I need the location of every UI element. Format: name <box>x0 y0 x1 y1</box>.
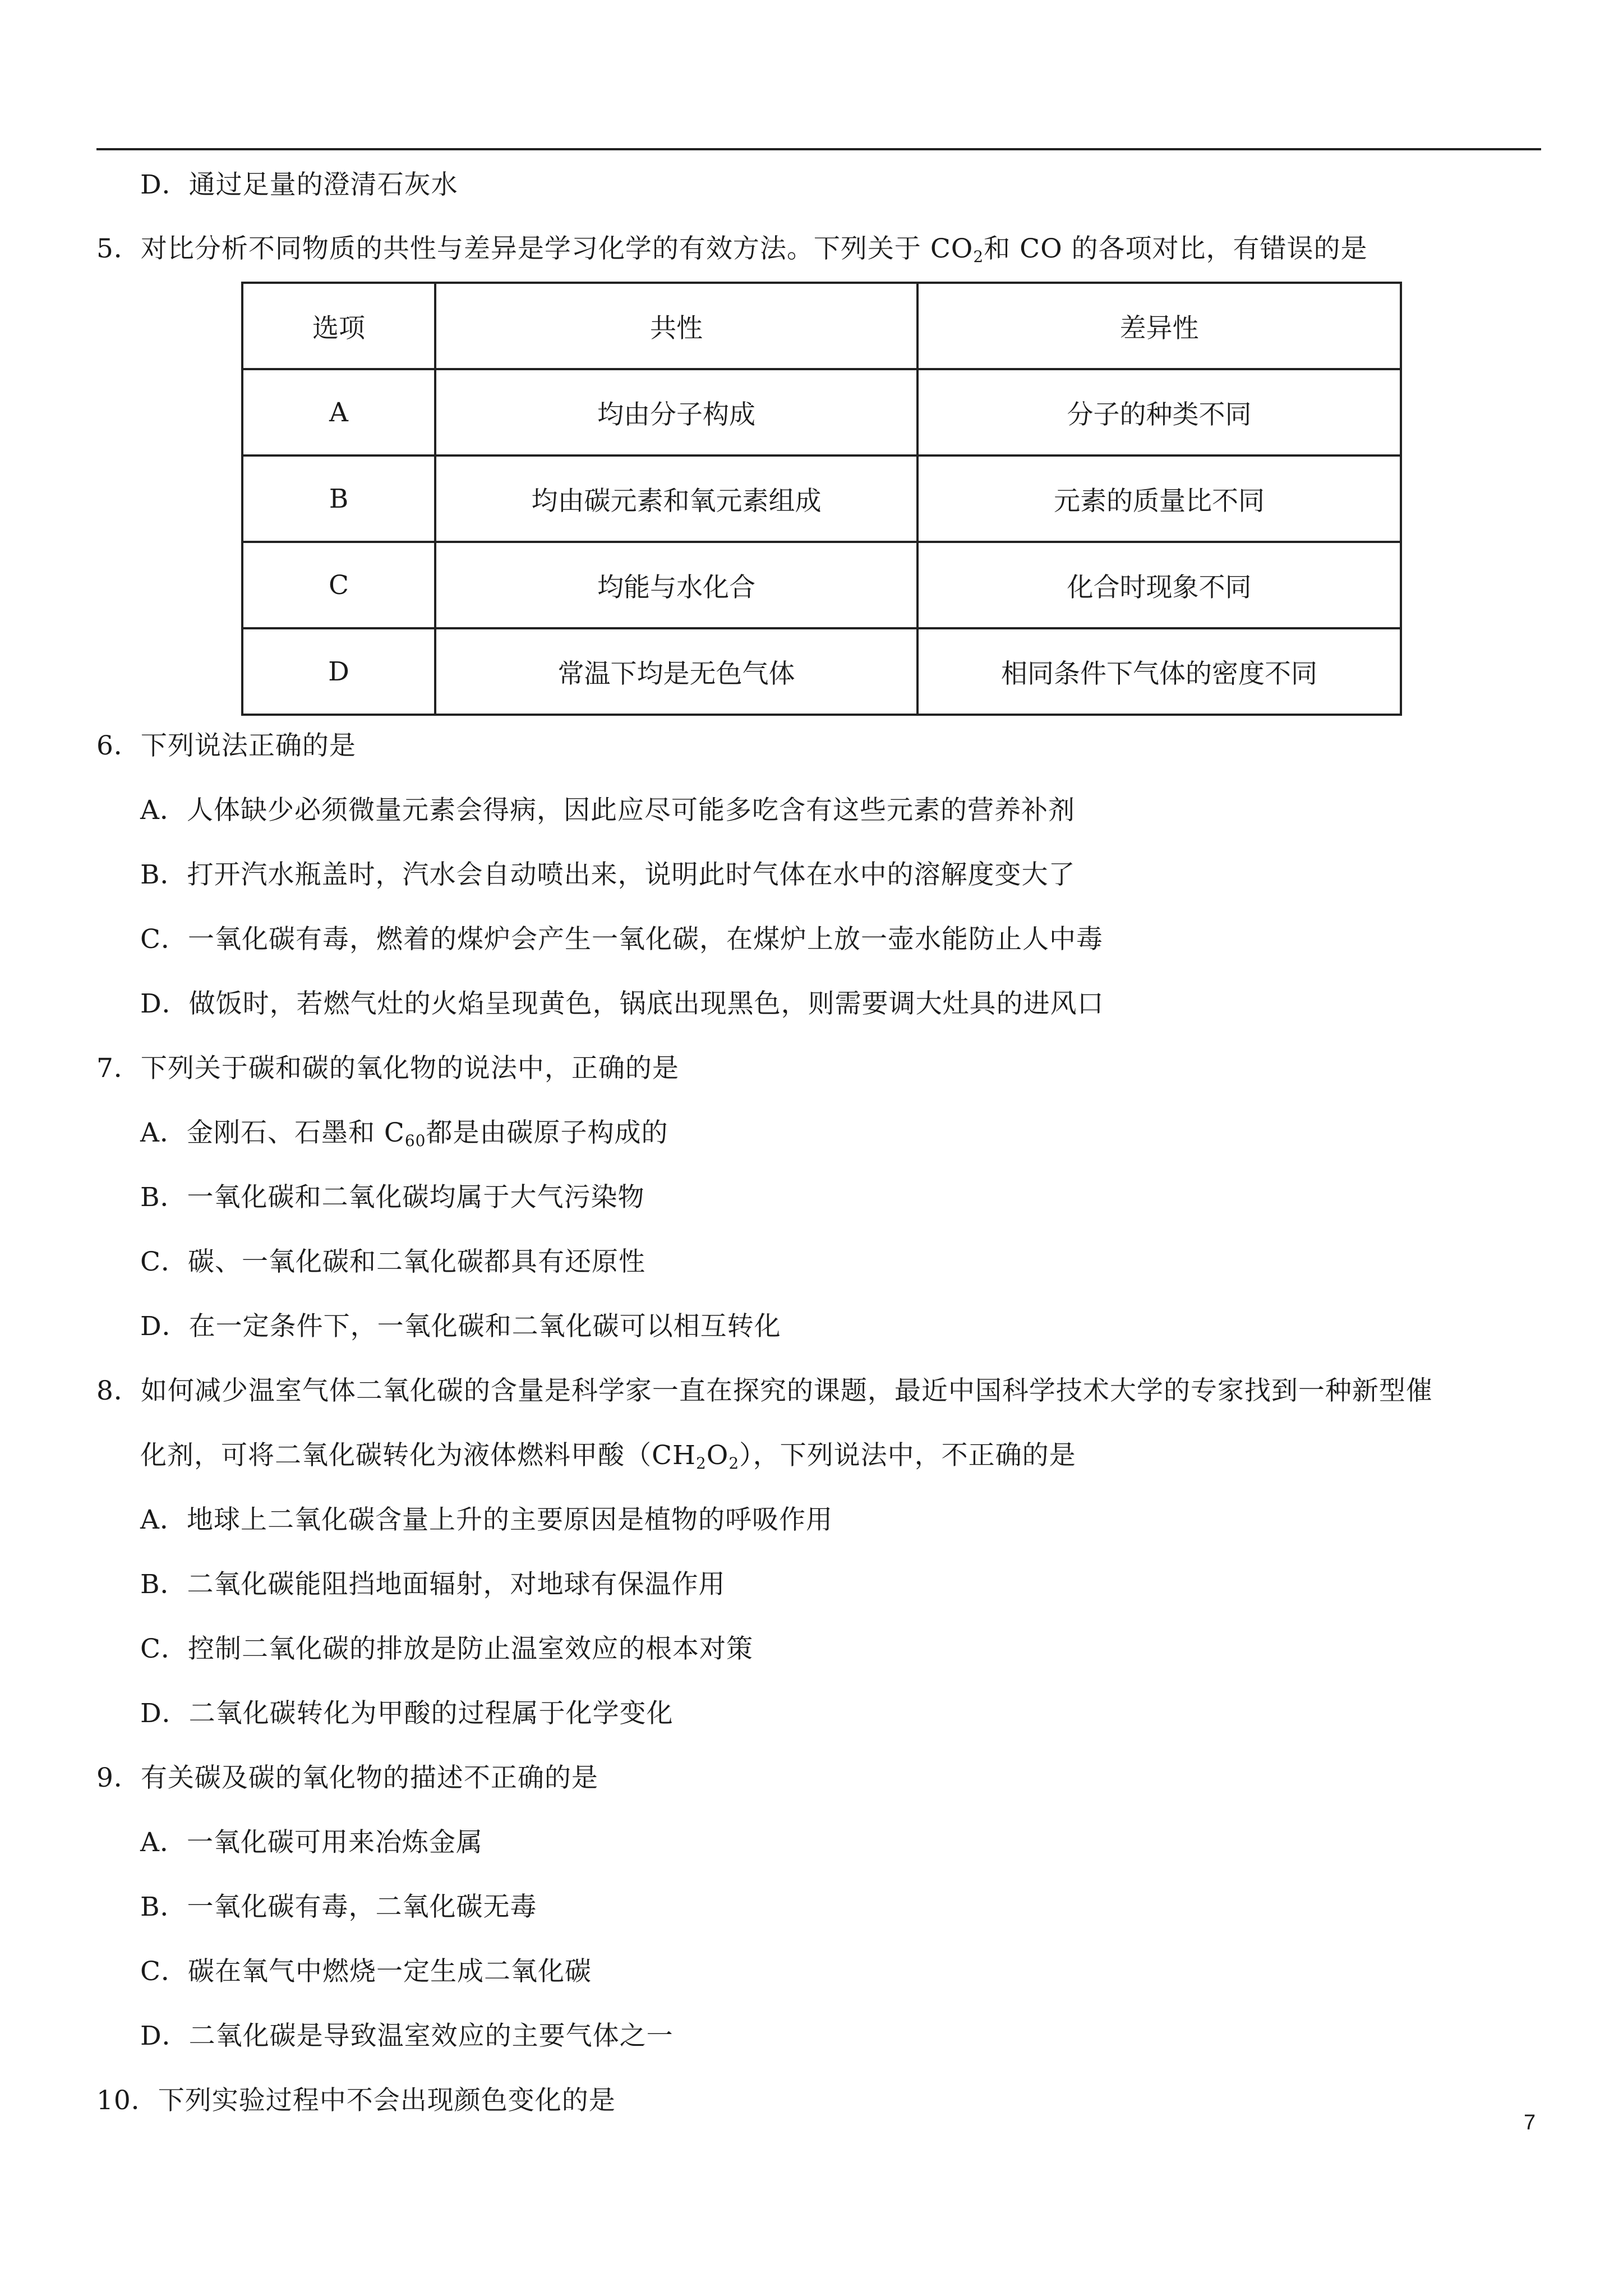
table-row <box>242 628 1401 715</box>
q9-option-d: D．二氧化碳是导致温室效应的主要气体之一 <box>140 2021 674 2051</box>
table-cell: 常温下均是无色气体 <box>435 628 917 715</box>
header-rule <box>96 148 1541 150</box>
q9-option-b: B．一氧化碳有毒，二氧化碳无毒 <box>140 1892 537 1922</box>
table-row <box>242 369 1401 455</box>
table-cell: C <box>242 542 435 628</box>
q6-option-a: A．人体缺少必须微量元素会得病，因此应尽可能多吃含有这些元素的营养补剂 <box>140 795 1075 826</box>
q8-option-b: B．二氧化碳能阻挡地面辐射，对地球有保温作用 <box>140 1569 726 1600</box>
q8-stem-line1: 8．如何减少温室气体二氧化碳的含量是科学家一直在探究的课题，最近中国科学技术大学的专家找到一种新型催 <box>96 1375 1433 1406</box>
table-row <box>242 542 1401 628</box>
table-cell: 均由分子构成 <box>435 369 917 455</box>
q8-option-d: D．二氧化碳转化为甲酸的过程属于化学变化 <box>140 1698 674 1729</box>
table-cell: 元素的质量比不同 <box>917 455 1401 542</box>
q6-option-b: B．打开汽水瓶盖时，汽水会自动喷出来，说明此时气体在水中的溶解度变大了 <box>140 859 1076 890</box>
table-cell: A <box>242 369 435 455</box>
comparison-table <box>241 282 1402 716</box>
q9-option-a: A．一氧化碳可用来冶炼金属 <box>140 1827 483 1858</box>
table-cell: D <box>242 628 435 715</box>
q10-stem: 10．下列实验过程中不会出现颜色变化的是 <box>96 2085 616 2116</box>
q8-option-c: C．控制二氧化碳的排放是防止温室效应的根本对策 <box>140 1634 753 1664</box>
q5-stem: 5．对比分析不同物质的共性与差异是学习化学的有效方法。下列关于 $CO_2$和 CO 的各项对比，有错误的是 <box>96 233 1368 266</box>
table-cell: 均由碳元素和氧元素组成 <box>435 455 917 542</box>
q6-stem: 6．下列说法正确的是 <box>96 730 356 761</box>
table-cell: 均能与水化合 <box>435 542 917 628</box>
table-cell: 相同条件下气体的密度不同 <box>917 628 1401 715</box>
q7-stem: 7．下列关于碳和碳的氧化物的说法中，正确的是 <box>96 1053 679 1084</box>
q8-stem-line2: 化剂，可将二氧化碳转化为液体燃料甲酸$(CH_2O_2)$，下列说法中，不正确的是 <box>140 1440 1076 1473</box>
table-header-row <box>242 283 1401 369</box>
table-row <box>242 455 1401 542</box>
table-header-cell: 选项 <box>242 283 435 369</box>
q7-option-c: C．碳、一氧化碳和二氧化碳都具有还原性 <box>140 1246 645 1277</box>
q7-option-a: A．金刚石、石墨和 $C_{60}$都是由碳原子构成的 <box>140 1117 668 1150</box>
q6-option-d: D．做饭时，若燃气灶的火焰呈现黄色，锅底出现黑色，则需要调大灶具的进风口 <box>140 988 1104 1019</box>
q9-option-c: C．碳在氧气中燃烧一定生成二氧化碳 <box>140 1956 592 1987</box>
table-cell: B <box>242 455 435 542</box>
q4-option-d: D．通过足量的澄清石灰水 <box>140 169 458 200</box>
q7-option-d: D．在一定条件下，一氧化碳和二氧化碳可以相互转化 <box>140 1311 781 1342</box>
q9-stem: 9．有关碳及碳的氧化物的描述不正确的是 <box>96 1763 598 1793</box>
table-header-cell: 差异性 <box>917 283 1401 369</box>
page-number: 7 <box>1524 2111 1536 2134</box>
q8-option-a: A．地球上二氧化碳含量上升的主要原因是植物的呼吸作用 <box>140 1504 833 1535</box>
table-cell: 化合时现象不同 <box>917 542 1401 628</box>
table-cell: 分子的种类不同 <box>917 369 1401 455</box>
q6-option-c: C．一氧化碳有毒，燃着的煤炉会产生一氧化碳，在煤炉上放一壶水能防止人中毒 <box>140 924 1103 955</box>
q7-option-b: B．一氧化碳和二氧化碳均属于大气污染物 <box>140 1182 645 1213</box>
table-header-cell: 共性 <box>435 283 917 369</box>
